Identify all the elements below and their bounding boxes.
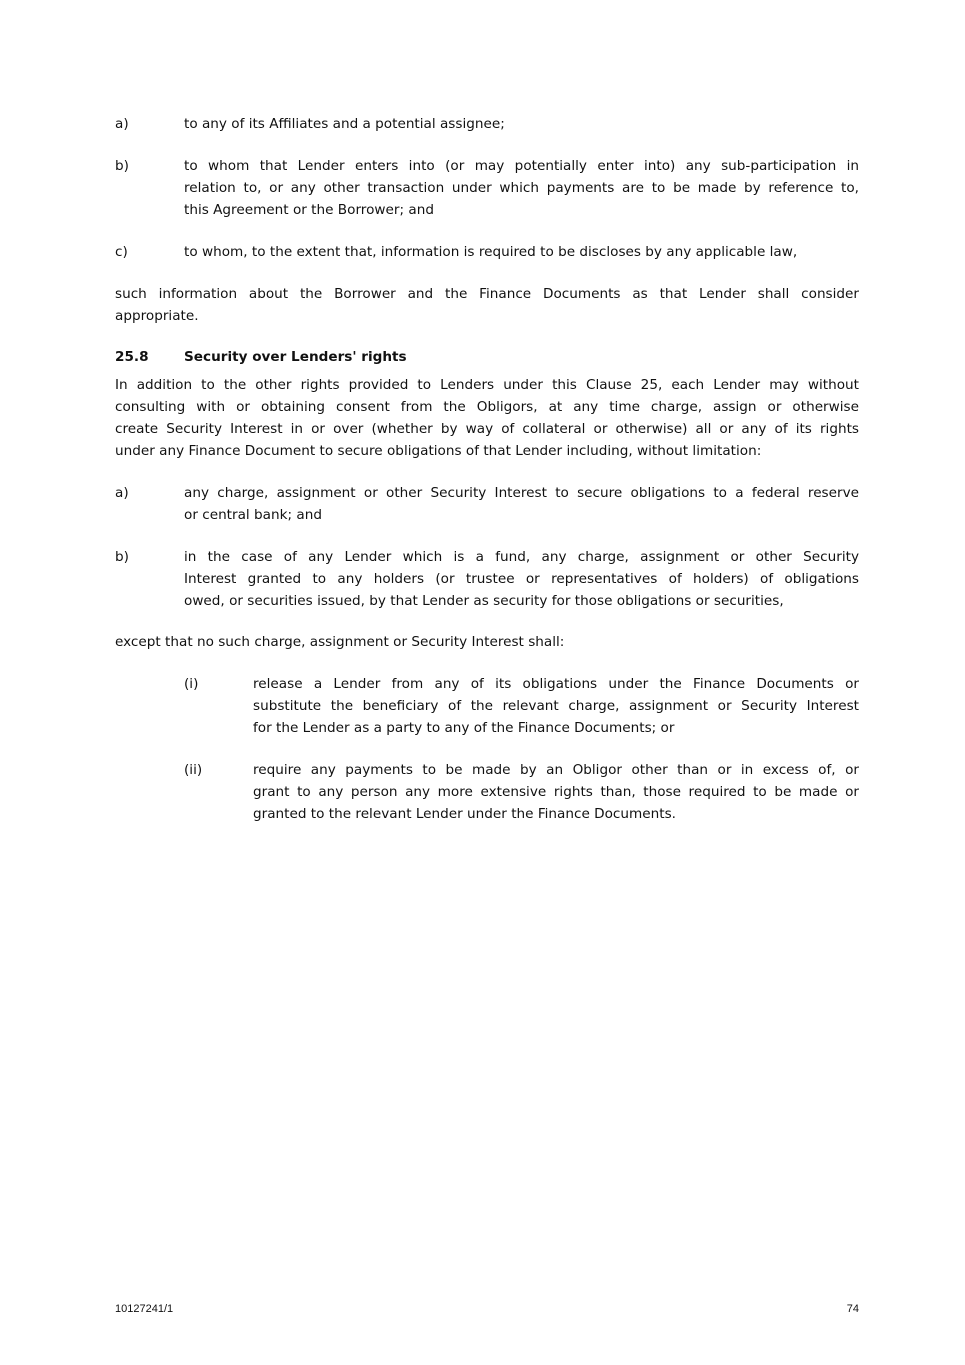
- text-line: grant to any person any more extensive rights than, those required to be made or: [253, 784, 859, 800]
- text-line: appropriate.: [115, 308, 199, 324]
- list-item-text: [184, 113, 859, 135]
- paragraph: [115, 374, 859, 462]
- text-line: In addition to the other rights provided to Lenders under this Clause 25, each Lender may without: [115, 377, 859, 393]
- list-item-text: [184, 546, 859, 612]
- text-line: to whom that Lender enters into (or may potentially enter into) any sub-participation in: [184, 158, 859, 174]
- list-label: a): [115, 485, 129, 501]
- paragraph: [115, 631, 859, 653]
- list-label: b): [115, 158, 129, 174]
- text-line: release a Lender from any of its obligations under the Finance Documents or: [253, 676, 859, 692]
- text-line: in the case of any Lender which is a fund, any charge, assignment or other Security: [184, 549, 859, 565]
- paragraph: [115, 283, 859, 327]
- text-line: create Security Interest in or over (whether by way of collateral or otherwise) all or any of its rights: [115, 421, 859, 437]
- list-item-text: [184, 482, 859, 526]
- text-line: such information about the Borrower and the Finance Documents as that Lender shall consider: [115, 286, 859, 302]
- list-item-text: [253, 673, 859, 739]
- list-label: (ii): [184, 762, 203, 778]
- text-line: this Agreement or the Borrower; and: [184, 202, 434, 218]
- list-label: b): [115, 549, 129, 565]
- text-line: under any Finance Document to secure obligations of that Lender including, without limitation:: [115, 443, 762, 459]
- list-item-text: [184, 241, 859, 263]
- text-line: except that no such charge, assignment or Security Interest shall:: [115, 634, 565, 650]
- text-line: for the Lender as a party to any of the Finance Documents; or: [253, 720, 675, 736]
- section-number: 25.8: [115, 349, 149, 365]
- text-line: or central bank; and: [184, 507, 322, 523]
- section-title: Security over Lenders' rights: [184, 349, 407, 365]
- document-reference: 10127241/1: [115, 1303, 174, 1315]
- text-line: any charge, assignment or other Security Interest to secure obligations to a federal reserve: [184, 485, 859, 501]
- text-line: consulting with or obtaining consent from the Obligors, at any time charge, assign or otherwise: [115, 399, 859, 415]
- text-line: granted to the relevant Lender under the Finance Documents.: [253, 806, 676, 822]
- list-item-text: [184, 155, 859, 221]
- page-number: 74: [846, 1303, 859, 1315]
- list-item-text: [253, 759, 859, 825]
- text-line: owed, or securities issued, by that Lender as security for those obligations or securities,: [184, 593, 784, 609]
- text-line: require any payments to be made by an Obligor other than or in excess of, or: [253, 762, 859, 778]
- list-label: c): [115, 244, 128, 260]
- list-label: (i): [184, 676, 199, 692]
- list-label: a): [115, 116, 129, 132]
- text-line: Interest granted to any holders (or trustee or representatives of holders) of obligations: [184, 571, 859, 587]
- text-line: substitute the beneficiary of the relevant charge, assignment or Security Interest: [253, 698, 859, 714]
- text-line: to any of its Affiliates and a potential assignee;: [184, 116, 505, 132]
- text-line: to whom, to the extent that, information is required to be discloses by any applicable law,: [184, 244, 798, 260]
- text-line: relation to, or any other transaction under which payments are to be made by reference to,: [184, 180, 859, 196]
